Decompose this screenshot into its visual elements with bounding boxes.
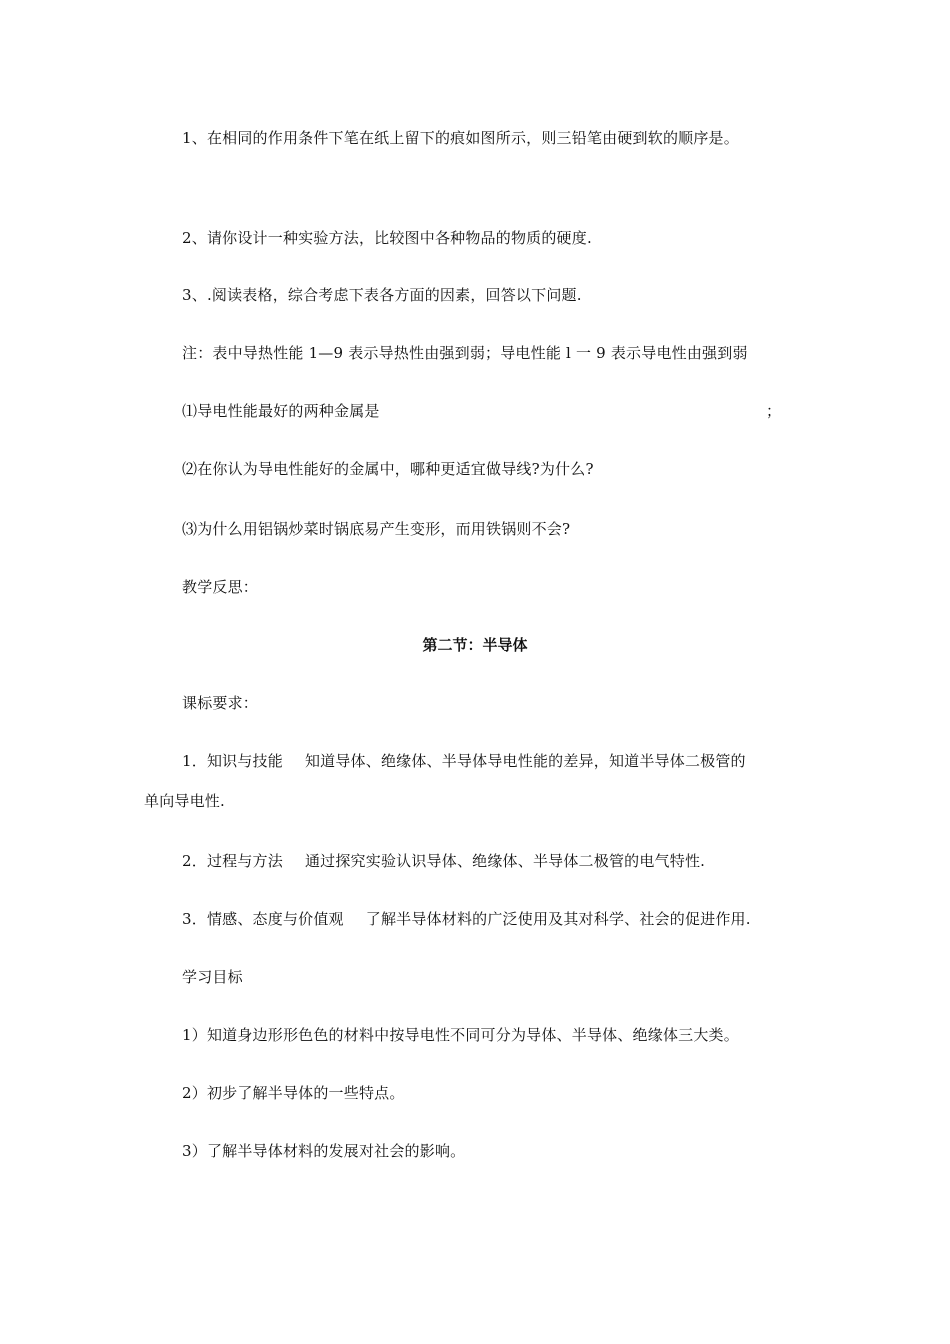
sub-question-1: ⑴导电性能最好的两种金属是: [182, 402, 380, 420]
goals-heading: 学习目标: [182, 968, 243, 986]
standard-2: [182, 851, 705, 871]
goal-3: 3）了解半导体材料的发展对社会的影响。: [182, 1142, 466, 1160]
sub-question-1-end: ；: [766, 402, 782, 420]
section-title: 第二节：半导体: [422, 636, 528, 654]
sub-question-2: ⑵在你认为导电性能好的金属中，哪种更适宜做导线?为什么?: [182, 460, 594, 478]
standard-2-label: 2．过程与方法: [182, 852, 283, 870]
standard-3-text: 了解半导体材料的广泛使用及其对科学、社会的促进作用.: [365, 910, 751, 928]
goal-2: 2）初步了解半导体的一些特点。: [182, 1084, 405, 1102]
standard-3-label: 3．情感、态度与价值观: [182, 910, 344, 928]
question-2: 2、请你设计一种实验方法，比较图中各种物品的物质的硬度.: [182, 229, 592, 247]
table-note: 注：表中导热性能 1—9 表示导热性由强到弱；导电性能 l 一 9 表示导电性由强到弱: [182, 344, 748, 362]
standard-1-text: 知道导体、绝缘体、半导体导电性能的差异，知道半导体二极管的: [304, 752, 746, 770]
standards-heading: 课标要求：: [182, 694, 259, 712]
question-1: 1、在相同的作用条件下笔在纸上留下的痕如图所示，则三铅笔由硬到软的顺序是。: [182, 129, 739, 147]
standard-3: [182, 909, 751, 929]
standard-1: [182, 751, 746, 771]
goal-1: 1）知道身边形形色色的材料中按导电性不同可分为导体、半导体、绝缘体三大类。: [182, 1026, 739, 1044]
question-3: 3、.阅读表格，综合考虑下表各方面的因素，回答以下问题.: [182, 286, 582, 304]
standard-1-continuation: 单向导电性.: [144, 792, 225, 810]
standard-1-label: 1．知识与技能: [182, 752, 283, 770]
standard-2-text: 通过探究实验认识导体、绝缘体、半导体二极管的电气特性.: [304, 852, 706, 870]
sub-question-3: ⑶为什么用铝锅炒菜时锅底易产生变形，而用铁锅则不会?: [182, 520, 571, 538]
teaching-reflection: 教学反思：: [182, 578, 259, 596]
